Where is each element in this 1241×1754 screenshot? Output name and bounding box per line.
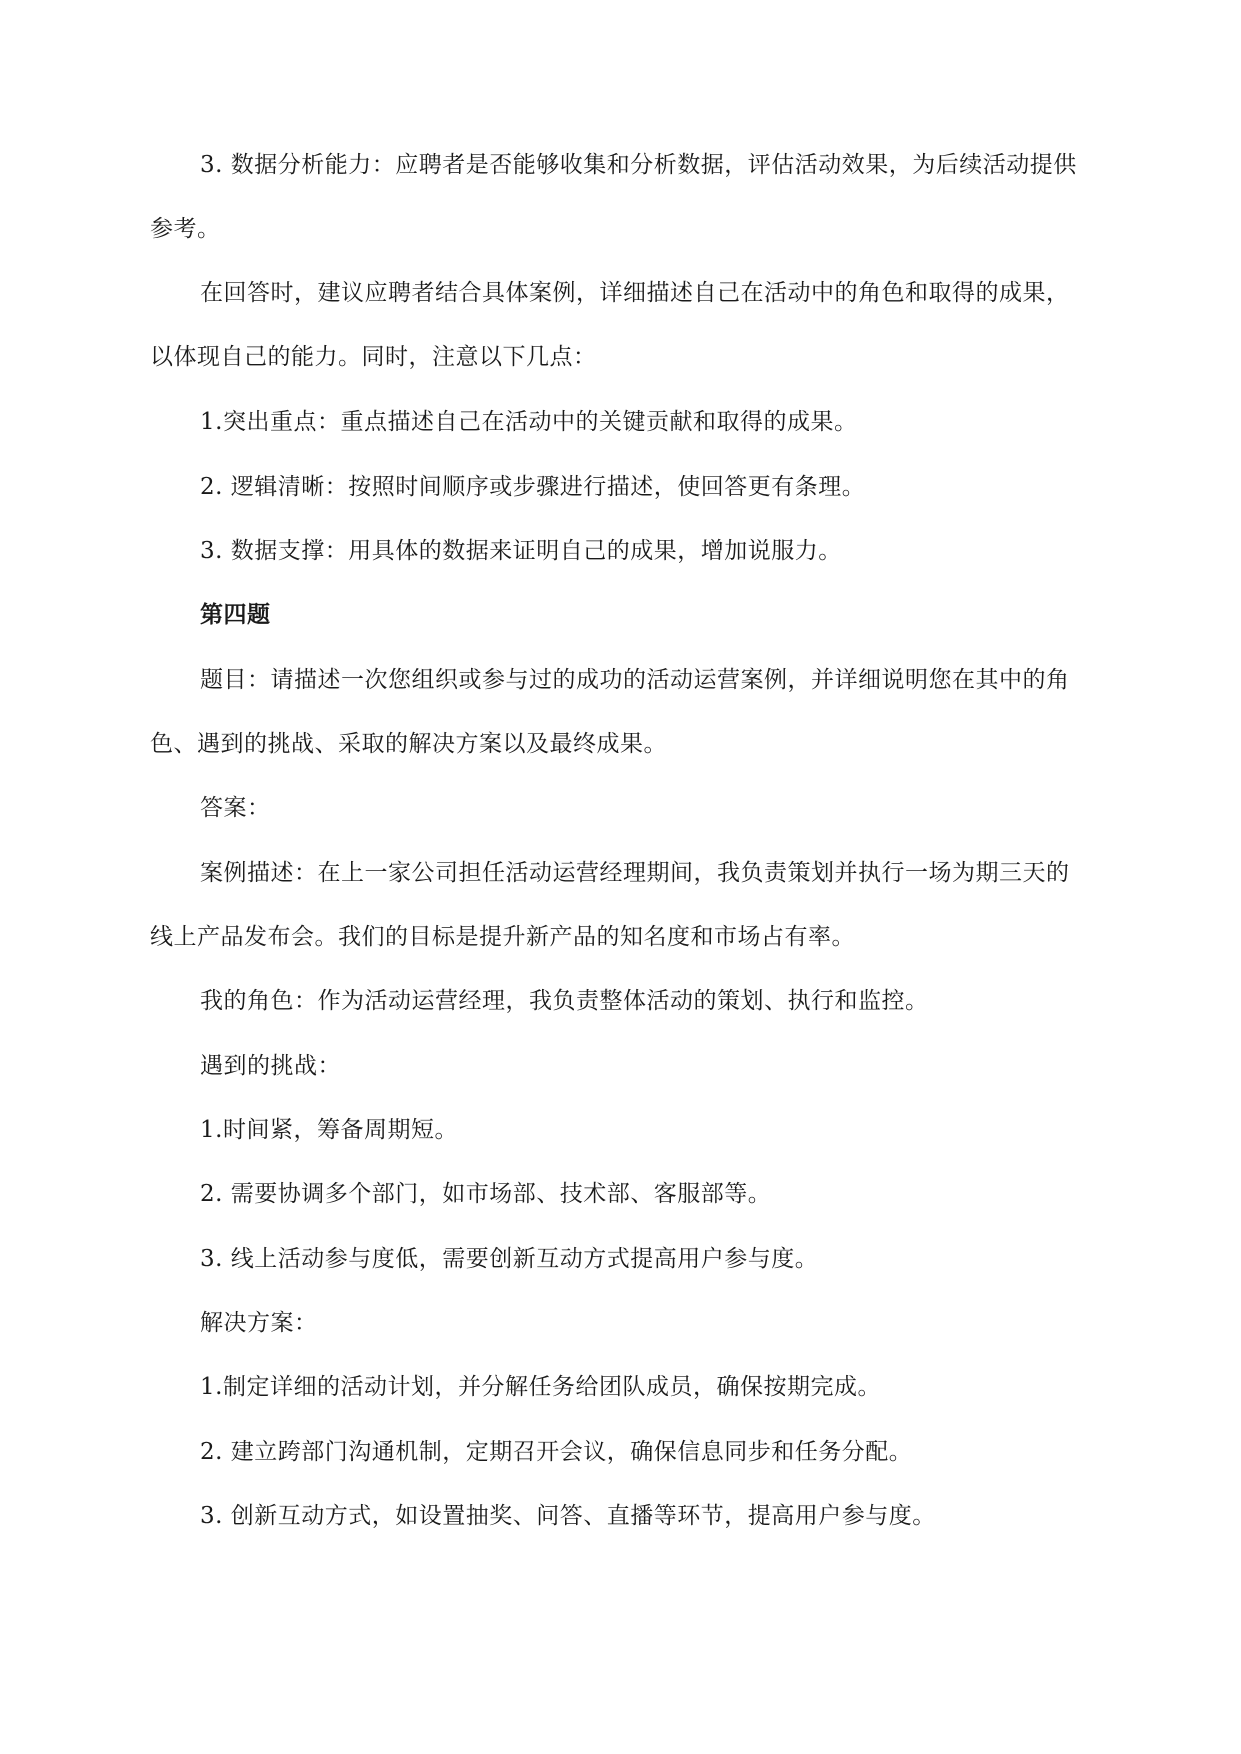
list-item-logic: 2. 逻辑清晰：按照时间顺序或步骤进行描述，使回答更有条理。 [200, 474, 866, 500]
paragraph-my-role: 我的角色：作为活动运营经理，我负责整体活动的策划、执行和监控。 [200, 988, 929, 1014]
list-item-challenge-1: 1.时间紧，筹备周期短。 [200, 1117, 458, 1143]
paragraph-answer-label: 答案： [200, 795, 271, 821]
paragraph-case-description: 案例描述：在上一家公司担任活动运营经理期间，我负责策划并执行一场为期三天的线上产品发布会。我们的目标是提升新产品的知名度和市场占有率。 [150, 860, 1070, 950]
list-item-challenge-3: 3. 线上活动参与度低，需要创新互动方式提高用户参与度。 [200, 1246, 819, 1272]
list-item-solution-1: 1.制定详细的活动计划，并分解任务给团队成员，确保按期完成。 [200, 1374, 881, 1400]
list-item-data-support: 3. 数据支撑：用具体的数据来证明自己的成果，增加说服力。 [200, 538, 842, 564]
list-item-solution-2: 2. 建立跨部门沟通机制，定期召开会议，确保信息同步和任务分配。 [200, 1439, 913, 1465]
list-item-challenge-2: 2. 需要协调多个部门，如市场部、技术部、客服部等。 [200, 1181, 772, 1207]
list-item-solution-3: 3. 创新互动方式，如设置抽奖、问答、直播等环节，提高用户参与度。 [200, 1503, 936, 1529]
list-item-highlight: 1.突出重点：重点描述自己在活动中的关键贡献和取得的成果。 [200, 409, 858, 435]
paragraph-data-analysis: 3. 数据分析能力：应聘者是否能够收集和分析数据，评估活动效果，为后续活动提供参考。 [150, 152, 1077, 242]
paragraph-question: 题目：请描述一次您组织或参与过的成功的活动运营案例，并详细说明您在其中的角色、遇到的挑战、采取的解决方案以及最终成果。 [150, 667, 1070, 757]
paragraph-solutions-label: 解决方案： [200, 1310, 318, 1336]
paragraph-challenges-label: 遇到的挑战： [200, 1053, 341, 1079]
section-heading: 第四题 [200, 602, 271, 628]
paragraph-answer-advice: 在回答时，建议应聘者结合具体案例，详细描述自己在活动中的角色和取得的成果，以体现自己的能力。同时，注意以下几点： [150, 280, 1070, 370]
